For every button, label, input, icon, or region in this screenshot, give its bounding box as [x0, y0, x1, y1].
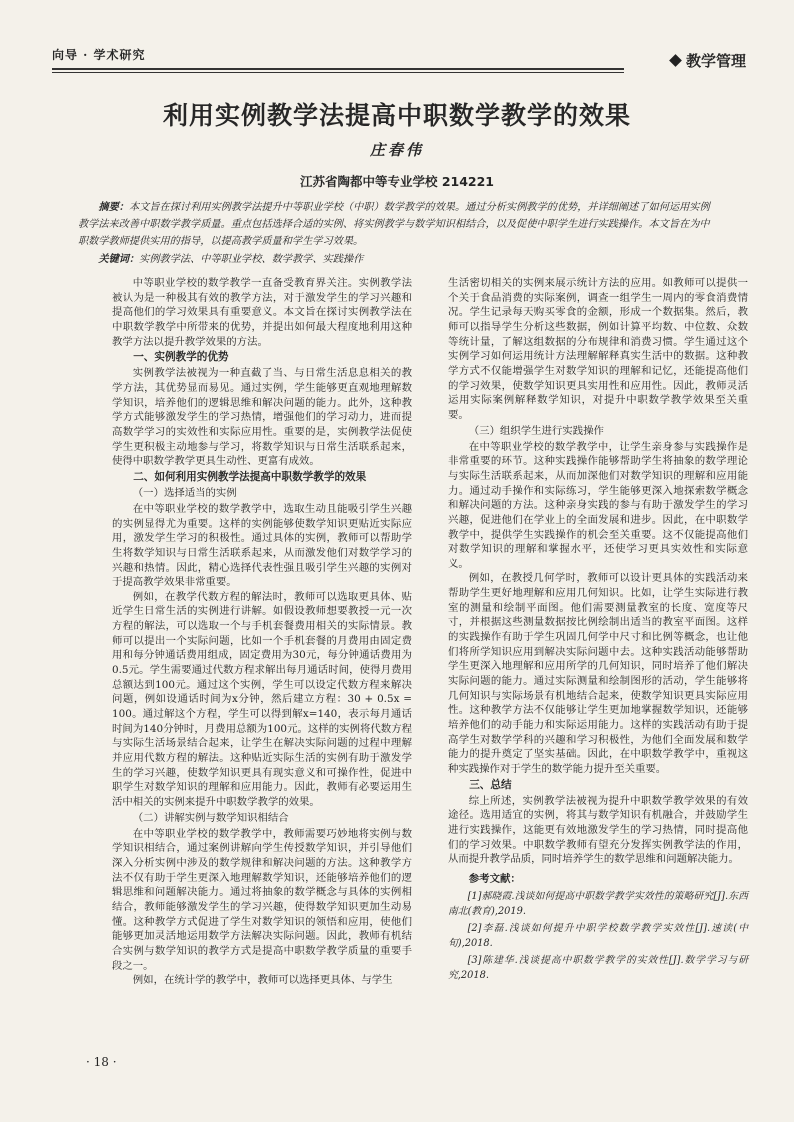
keywords	[78, 251, 716, 268]
subsection-heading: （一）选择适当的实例	[132, 486, 237, 499]
abstract-label: 摘要：	[98, 201, 129, 213]
right-column	[448, 276, 748, 983]
section-tag	[671, 50, 746, 71]
body-paragraph: 例如，在教学代数方程的解法时，教师可以选取更具体、贴近学生日常生活的实例进行讲解。如假设教师想要教授一元一次方程的解法，可以选取一个与手机套餐费用相关的实际情景。教师可以提出一个实际问题，比如一个手机套餐的月费用由固定费用和每分钟通话费用组成，固定费用为30元，每分钟通话费用为0.5元。学生需要通过代数方程求解出每月通话时间，使得月费用总额达到100元。通过这个实例，学生可以设定代数方程来解决问题，例如设通话时间为x分钟，然后建立方程：30 + 0.5x = 100。通过解这个方程，学生可以得到解x=140，表示每月通话时间为140分钟时，月费用总额为100元。这样的实例将代数方程与实际生活场景结合起来，让学生在解决实际问题的过程中理解并应用代数方程的解法。这种贴近实际生活的实例有助于激发学生的学习兴趣，使数学知识更具有现实意义和可操作性，促进中职学生对数学知识的理解和应用能力。因此，教师有必要运用生活中相关的实例来提升中职数学教学的效果。	[112, 590, 412, 808]
left-column	[112, 276, 412, 988]
subsection-heading: （二）讲解实例与数学知识相结合	[132, 811, 289, 824]
reference-item: [3]陈建华.浅谈提高中职数学教学的实效性[J].数学学习与研究,2018.	[448, 954, 748, 981]
body-paragraph: 例如，在教授几何学时，教师可以设计更具体的实践活动来帮助学生更好地理解和应用几何知识。比如，让学生实际进行教室的测量和绘制平面图。他们需要测量教室的长度、宽度等尺寸，并根据这些测量数据按比例绘制出适当的教室平面图。这样的实践操作有助于学生巩固几何学中尺寸和比例等概念，也让他们将所学知识应用到解决实际问题中去。这种实践活动能够帮助学生更深入地理解和应用所学的几何知识，同时培养了他们解决实际问题的能力。通过实际测量和绘制图形的活动，学生能够将几何知识与实际场景有机地结合起来，使数学知识更具实际应用性。这种教学方法不仅能够让学生更加地掌握数学知识，还能够培养他们的动手能力和实际运用能力。这样的实践活动有助于提高学生对数学学科的兴趣和学习积极性，为他们全面发展和数学能力的提升奠定了坚实基础。因此，在中职数学教学中，重视这种实践操作对于学生的数学能力提升至关重要。	[448, 572, 748, 775]
header-rule	[52, 68, 624, 73]
intro-paragraph: 中等职业学校的数学教学一直备受教育界关注。实例教学法被认为是一种极其有效的教学方法，对于激发学生的学习兴趣和提高他们的学习效果具有重要意义。本文旨在探讨实例教学法在中职数学教学中所带来的优势，并提出如何最大程度地利用这种教学方法以提升教学效果的方法。	[112, 277, 412, 348]
body-paragraph: 生活密切相关的实例来展示统计方法的应用。如教师可以提供一个关于食品消费的实际案例，调查一组学生一周内的零食消费情况。学生记录每天购买零食的金额，形成一个数据集。然后，教师可以指导学生分析这些数据，例如计算平均数、中位数、众数等统计量，了解这组数据的分布规律和消费习惯。学生通过这个实例学习如何运用统计方法理解解释真实生活中的数据。这种教学方式不仅能增强学生对数学知识的理解和记忆，还能提高他们的学习效果，使数学知识更具实用性和应用性。因此，教师灵活运用实际案例解释数学知识，对提升中职数学教学效果至关重要。	[448, 277, 748, 421]
diamond-icon	[669, 54, 682, 67]
abstract-text: 本文旨在探讨利用实例教学法提升中等职业学校（中职）数学教学的效果。通过分析实例教学的优势，并详细阐述了如何运用实例教学法来改善中职数学教学质量。重点包括选择合适的实例、将实例教学与数学知识相结合，以及促使中职学生进行实践操作。本文旨在为中职数学教师提供实用的指导，以提高教学质量和学生学习效果。	[78, 202, 710, 247]
keywords-label: 关键词：	[98, 253, 140, 265]
body-paragraph: 综上所述，实例教学法被视为提升中职数学教学效果的有效途径。选用适宜的实例，将其与数学知识有机融合，并鼓励学生进行实践操作，这能更有效地激发学生的学习热情，同时提高他们的学习效果。中职数学教师有望充分发挥实例教学法的作用，从而提升教学品质，同时培养学生的数学思维和问题解决能力。	[448, 794, 748, 866]
abstract	[78, 199, 716, 250]
body-paragraph: 在中等职业学校的数学教学中，选取生动且能吸引学生兴趣的实例显得尤为重要。这样的实例能够使数学知识更贴近实际应用，激发学生学习的积极性。通过具体的实例，教师可以帮助学生将数学知识与日常生活联系起来，从而激发他们对数学学习的兴趣和热情。因此，精心选择代表性强且吸引学生兴趣的实例对于提高教学效果非常重要。	[112, 502, 412, 589]
body-paragraph: 实例教学法被视为一种直截了当、与日常生活息息相关的教学方法，其优势显而易见。通过实例，学生能够更直观地理解数学知识，培养他们的逻辑思维和解决问题的能力。此外，这种教学方式能够激发学生的学习热情，增强他们的学习动力，进而提高数学学习的实效性和实际应用性。重要的是，实例教学法促使学生更积极主动地参与学习，将数学知识与日常生活联系起来，使得中职数学教学更具生动性、更富有成效。	[112, 367, 412, 468]
references-heading: 参考文献：	[468, 872, 521, 885]
body-paragraph: 在中等职业学校的数学教学中，教师需要巧妙地将实例与数学知识相结合，通过案例讲解向学生传授数学知识，并引导他们深入分析实例中涉及的数学规律和解决问题的方法。这种教学方法不仅有助于学生更深入地理解数学知识，还能够培养他们的逻辑思维和问题解决能力。通过将抽象的数学概念与具体的实例相结合，教师能够激发学生的学习兴趣，使得数学知识更加生动易懂。这种教学方式促进了学生对数学知识的领悟和应用，使他们能够更加灵活地运用数学方法解决实际问题。因此，教师有机结合实例与数学知识的教学方式是提高中职数学教学质量的重要手段之一。	[112, 827, 412, 972]
author-name: 庄春伟	[369, 141, 424, 159]
section-heading: 三、总结	[469, 778, 512, 791]
reference-item: [2]李磊.浅谈如何提升中职学校数学教学实效性[J].速读(中旬),2018.	[448, 922, 748, 949]
body-paragraph: 例如，在统计学的教学中，教师可以选择更具体、与学生	[132, 974, 393, 987]
keywords-text: 实例教学法、中等职业学校、数学教学、实践操作	[139, 254, 364, 265]
reference-item: [1]郝晓霞.浅谈如何提高中职数学教学实效性的策略研究[J].东西南北(教育),2019.	[448, 890, 748, 917]
page-number: · 18 ·	[86, 1055, 117, 1069]
body-paragraph: 在中等职业学校的数学教学中，让学生亲身参与实践操作是非常重要的环节。这种实践操作能够帮助学生将抽象的数学理论与实际生活联系起来，从而加深他们对数学知识的理解和应用能力。通过动手操作和实际练习，学生能够更深入地探索数学概念和解决问题的方法。这种亲身实践的参与有助于激发学生的学习兴趣，促进他们在学业上的全面发展和进步。因此，在中职数学教学中，提供学生实践操作的机会至关重要。这不仅能提高他们对数学知识的理解和掌握水平，还使学习更具实效性和实际意义。	[448, 440, 748, 570]
section-tag-label: 教学管理	[685, 52, 746, 70]
subsection-heading: （三）组织学生进行实践操作	[468, 424, 604, 437]
article-title: 利用实例教学法提高中职数学教学的效果	[162, 101, 631, 130]
section-heading: 一、实例教学的优势	[133, 351, 229, 364]
running-header: 向导 · 学术研究	[52, 48, 146, 62]
section-heading: 二、如何利用实例教学法提高中职数学教学的效果	[133, 470, 367, 483]
author-affiliation: 江苏省陶都中等专业学校 214221	[299, 174, 495, 189]
